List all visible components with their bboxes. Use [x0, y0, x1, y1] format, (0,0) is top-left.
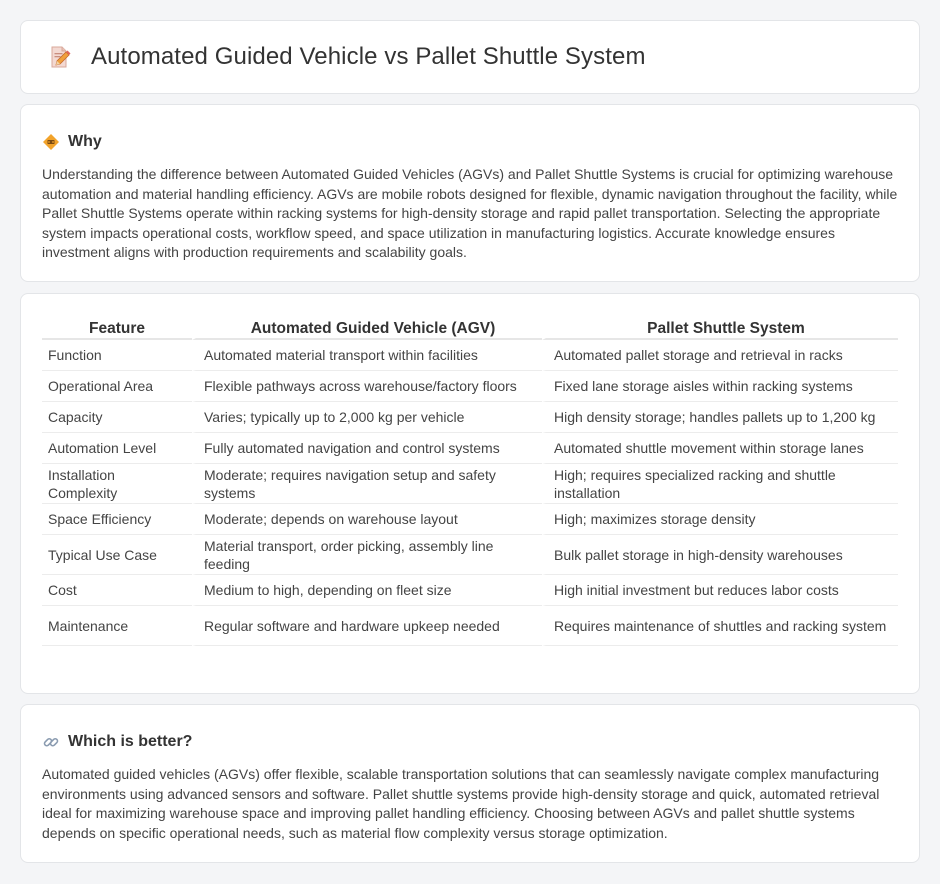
why-heading: Why — [68, 132, 102, 150]
warning-sign-icon — [42, 133, 60, 151]
agv-cell: Varies; typically up to 2,000 kg per vehicle — [192, 402, 542, 433]
feature-cell: Typical Use Case — [42, 535, 192, 575]
feature-cell: Installation Complexity — [42, 464, 192, 504]
table-row — [42, 371, 898, 402]
feature-cell: Space Efficiency — [42, 504, 192, 535]
feature-cell: Capacity — [42, 402, 192, 433]
which-is-better-heading: Which is better? — [68, 732, 193, 750]
agv-cell: Regular software and hardware upkeep needed — [192, 606, 542, 646]
header-feature: Feature — [42, 316, 192, 340]
document-pencil-icon — [47, 45, 71, 69]
agv-cell: Flexible pathways across warehouse/factory floors — [192, 371, 542, 402]
table-row — [42, 575, 898, 606]
agv-cell: Fully automated navigation and control systems — [192, 433, 542, 464]
feature-cell: Operational Area — [42, 371, 192, 402]
shuttle-cell: Requires maintenance of shuttles and racking system — [542, 606, 898, 646]
table-row — [42, 504, 898, 535]
table-row — [42, 606, 898, 646]
shuttle-cell: Automated shuttle movement within storage lanes — [542, 433, 898, 464]
shuttle-cell: High; requires specialized racking and shuttle installation — [542, 464, 898, 504]
feature-cell: Function — [42, 340, 192, 371]
table-row — [42, 433, 898, 464]
table-row — [42, 535, 898, 575]
shuttle-cell: Bulk pallet storage in high-density warehouses — [542, 535, 898, 575]
shuttle-cell: High; maximizes storage density — [542, 504, 898, 535]
feature-cell: Automation Level — [42, 433, 192, 464]
shuttle-cell: High initial investment but reduces labor costs — [542, 575, 898, 606]
table-header-row — [42, 316, 898, 340]
agv-cell: Moderate; requires navigation setup and safety systems — [192, 464, 542, 504]
comparison-table — [42, 316, 898, 646]
table-row — [42, 340, 898, 371]
header-pallet-shuttle: Pallet Shuttle System — [542, 316, 898, 340]
agv-cell: Material transport, order picking, assembly line feeding — [192, 535, 542, 575]
feature-cell: Cost — [42, 575, 192, 606]
which-is-better-text: Automated guided vehicles (AGVs) offer flexible, scalable transportation solutions that can seamlessly navigate complex manufacturing environments using advanced sensors and software. Pallet shuttle systems provide high-density storage and quick, automated retrieval ideal for maximizing warehouse space and improving pallet handling efficiency. Choosing between AGVs and pallet shuttle systems depends on specific operational needs, such as material flow complexity versus storage optimization. — [42, 766, 880, 841]
title-card — [20, 20, 920, 94]
shuttle-cell: High density storage; handles pallets up to 1,200 kg — [542, 402, 898, 433]
page-title: Automated Guided Vehicle vs Pallet Shuttle System — [91, 43, 646, 70]
why-text: Understanding the difference between Automated Guided Vehicles (AGVs) and Pallet Shuttle Systems is crucial for optimizing warehouse automation and material handling efficiency. AGVs are mobile robots designed for flexible, dynamic navigation throughout the facility, while Pallet Shuttle Systems operate within racking systems for high-density storage and rapid pallet transportation. Selecting the appropriate system impacts operational costs, workflow speed, and space utilization in manufacturing logistics. Accurate knowledge ensures investment aligns with production requirements and scalability goals. — [42, 166, 898, 261]
which-is-better-section — [20, 704, 920, 863]
comparison-table-card — [20, 293, 920, 694]
header-agv: Automated Guided Vehicle (AGV) — [192, 316, 542, 340]
agv-cell: Moderate; depends on warehouse layout — [192, 504, 542, 535]
agv-cell: Medium to high, depending on fleet size — [192, 575, 542, 606]
link-icon — [42, 733, 60, 751]
table-row — [42, 402, 898, 433]
feature-cell: Maintenance — [42, 606, 192, 646]
table-row — [42, 464, 898, 504]
shuttle-cell: Fixed lane storage aisles within racking systems — [542, 371, 898, 402]
why-section — [20, 104, 920, 282]
shuttle-cell: Automated pallet storage and retrieval in racks — [542, 340, 898, 371]
agv-cell: Automated material transport within facilities — [192, 340, 542, 371]
